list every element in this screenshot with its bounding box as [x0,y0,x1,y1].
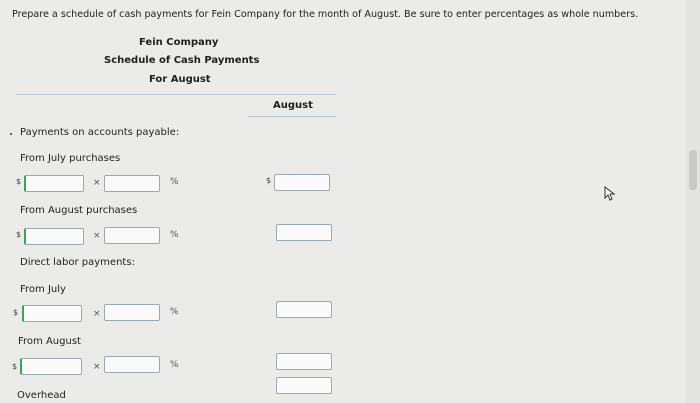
heading-divider [16,94,336,95]
labor-august-amount-input[interactable] [20,358,82,375]
july-purchases-total-input[interactable] [274,174,330,191]
august-purchases-amount-input[interactable] [24,228,84,245]
august-purchases-percent-input[interactable] [104,227,160,244]
percent-sign: % [170,230,179,240]
from-august-purchases-label: From August purchases [20,205,138,216]
schedule-title: Schedule of Cash Payments [104,55,260,66]
percent-sign: % [170,360,179,370]
august-purchases-total-input[interactable] [276,224,332,241]
labor-july-percent-input[interactable] [104,304,160,321]
dollar-sign: $ [266,176,272,185]
from-august-label: From August [18,336,81,347]
dollar-sign: $ [16,177,22,186]
multiply-sign: × [93,231,101,241]
column-header-august: August [273,100,313,111]
overhead-label: Overhead [17,390,66,401]
company-name: Fein Company [139,37,219,48]
instructions-text: Prepare a schedule of cash payments for Fein Company for the month of August. Be sure to enter percentages as whole numbers. [12,9,639,20]
labor-july-amount-input[interactable] [22,305,82,322]
labor-total-input[interactable] [276,377,332,394]
multiply-sign: × [93,362,101,372]
multiply-sign: × [93,309,101,319]
dollar-sign: $ [16,230,22,239]
labor-august-percent-input[interactable] [104,356,160,373]
vertical-scrollbar[interactable] [686,0,700,403]
labor-august-total-input[interactable] [276,353,332,370]
july-purchases-amount-input[interactable] [24,175,84,192]
dollar-sign: $ [12,362,18,371]
percent-sign: % [170,307,179,317]
mouse-cursor-icon [604,186,618,202]
accounts-payable-label: Payments on accounts payable: [20,127,180,138]
july-purchases-percent-input[interactable] [104,175,160,192]
row-bullet [10,133,12,135]
direct-labor-label: Direct labor payments: [20,257,135,268]
schedule-period: For August [149,74,211,85]
dollar-sign: $ [13,308,19,317]
multiply-sign: × [93,178,101,188]
labor-july-total-input[interactable] [276,301,332,318]
from-july-purchases-label: From July purchases [20,153,121,164]
column-header-underline [248,116,336,117]
scrollbar-thumb[interactable] [689,150,697,190]
percent-sign: % [170,177,179,187]
from-july-label: From July [20,284,66,295]
